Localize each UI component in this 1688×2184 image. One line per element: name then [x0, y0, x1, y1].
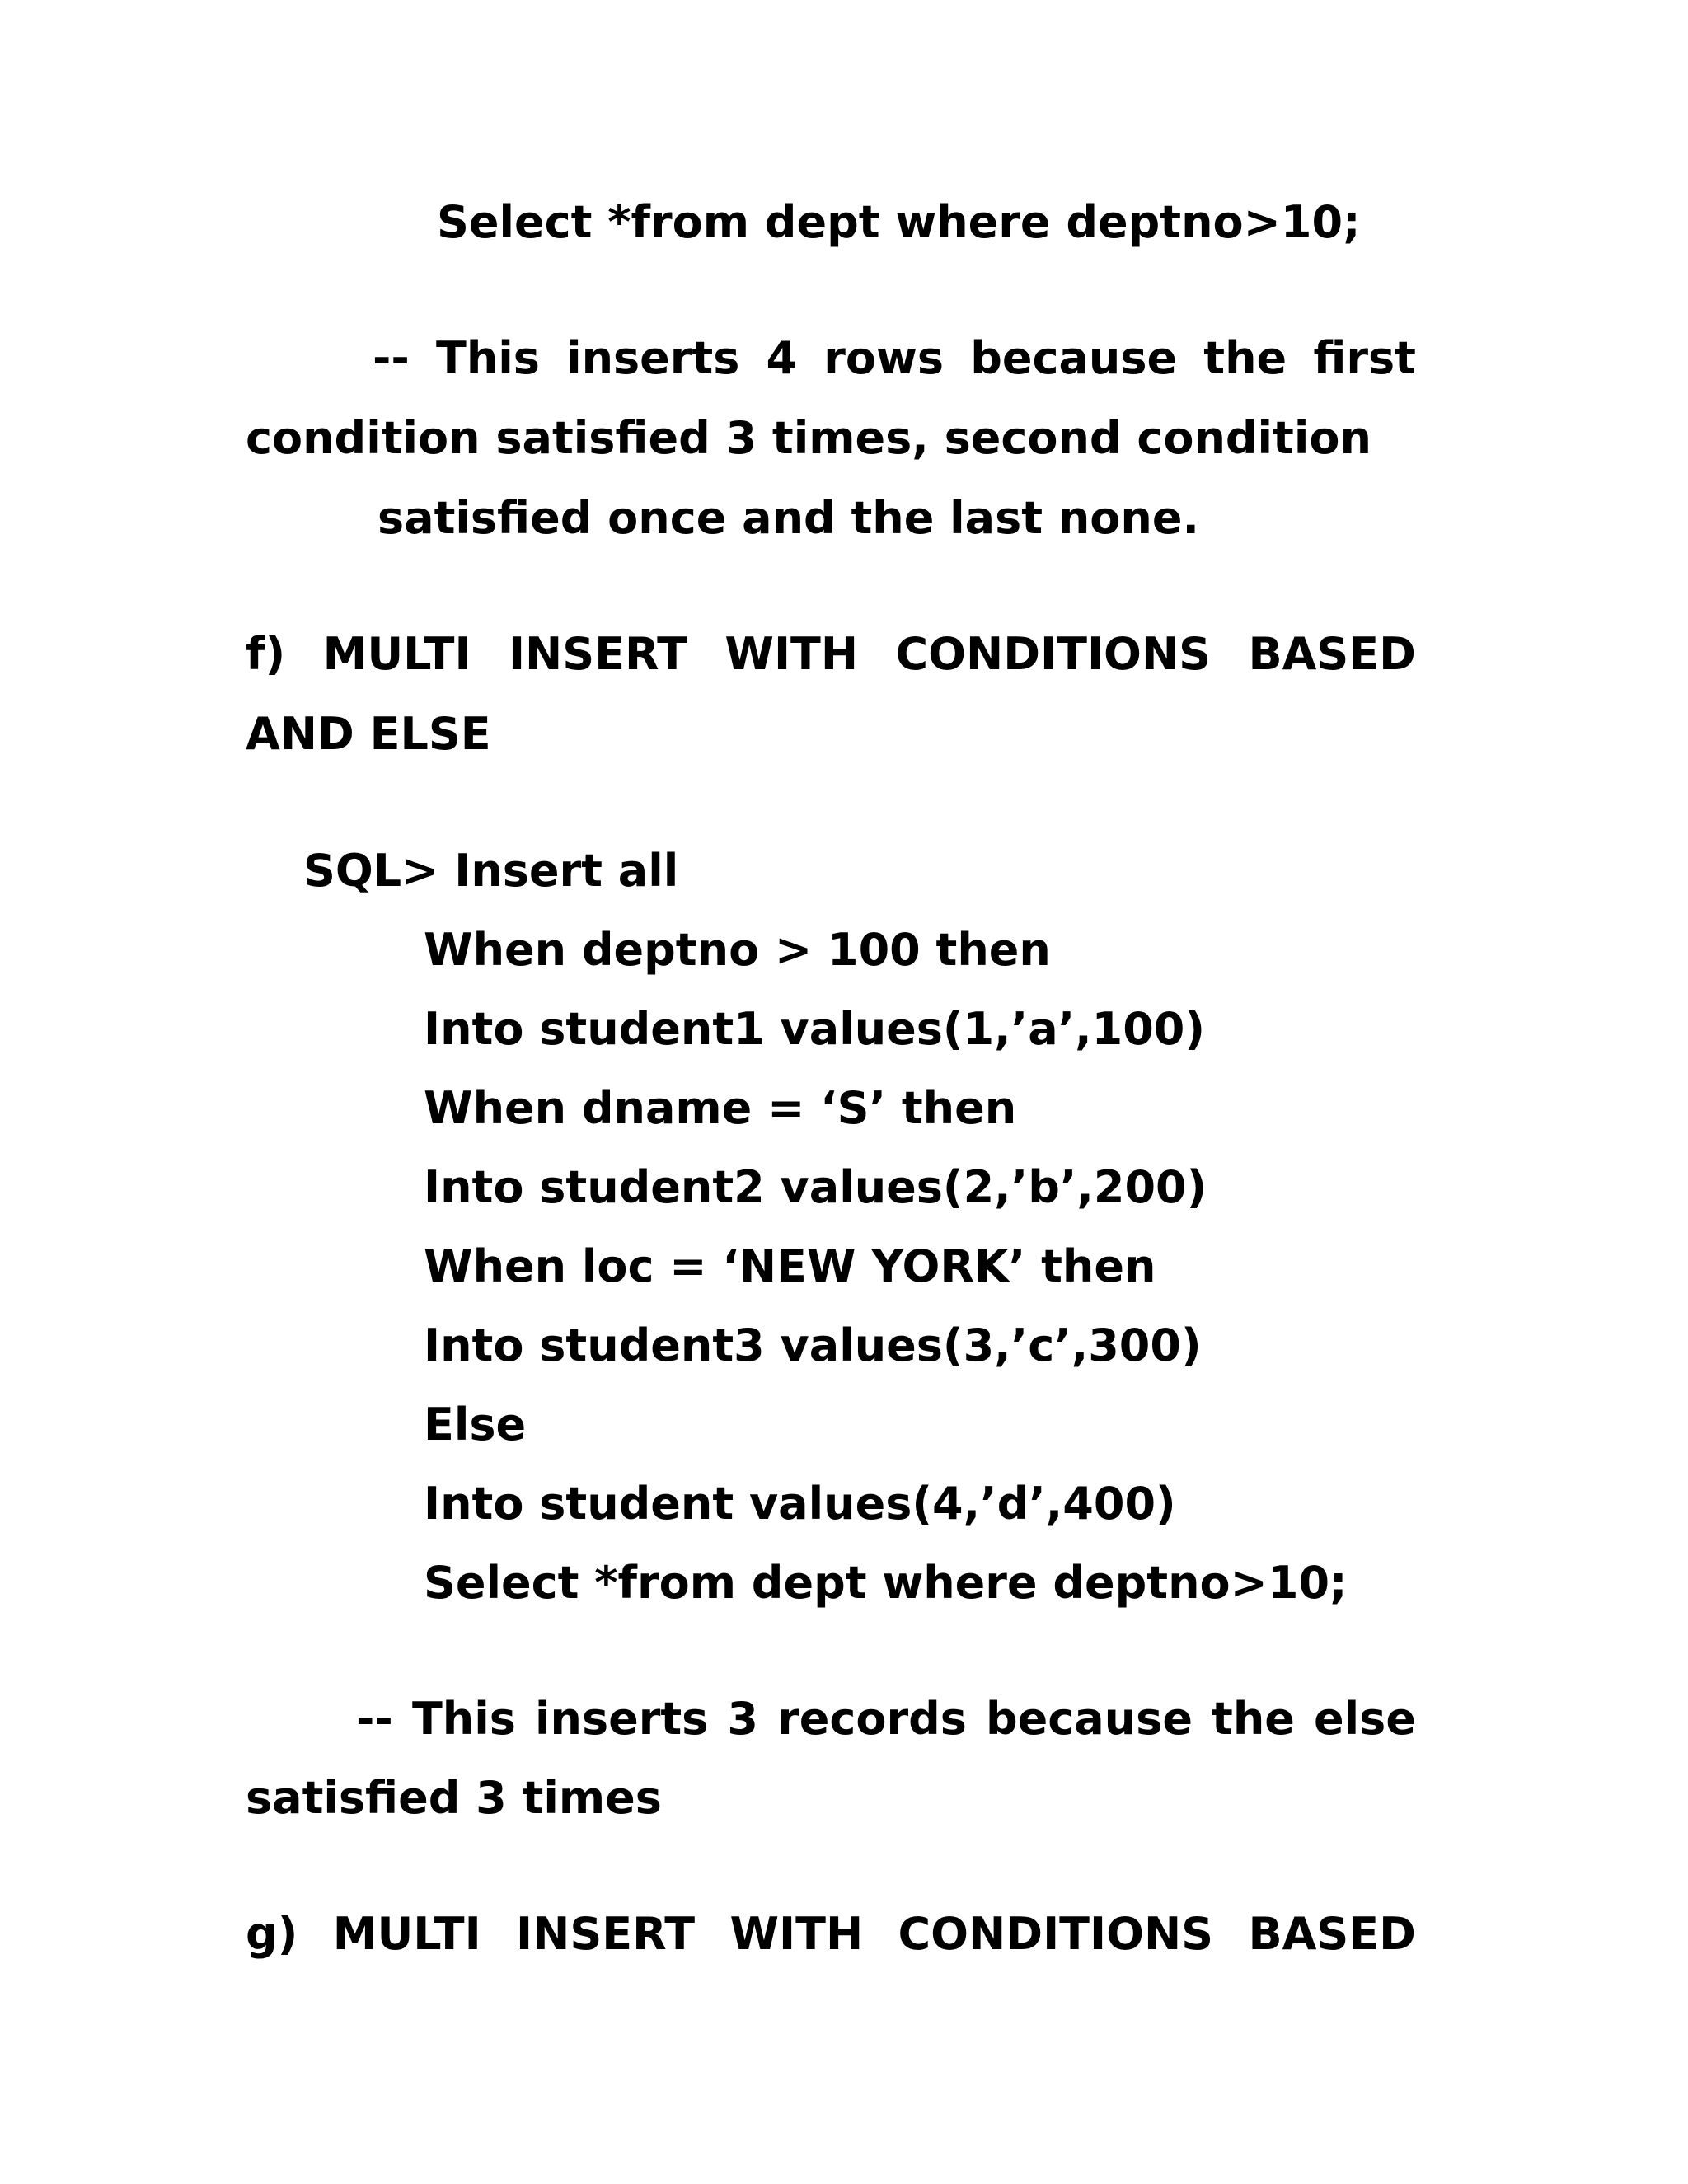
- word: first: [1313, 332, 1416, 384]
- word: WITH: [724, 628, 859, 680]
- sql-line: When deptno > 100 then: [424, 924, 1051, 976]
- word: inserts: [534, 1693, 709, 1745]
- word: CONDITIONS: [898, 1908, 1214, 1960]
- word: 4: [766, 332, 798, 384]
- heading-g-line1: [246, 1908, 1416, 1960]
- sql-line: Into student2 values(2,’b’,200): [424, 1161, 1207, 1213]
- word: --: [356, 1693, 393, 1745]
- comment2-line2: satisfied 3 times: [246, 1772, 662, 1824]
- word: WITH: [729, 1908, 864, 1960]
- word: f): [246, 628, 286, 680]
- word: inserts: [566, 332, 740, 384]
- word: g): [246, 1908, 298, 1960]
- sql-line: When dname = ‘S’ then: [424, 1082, 1017, 1134]
- word: BASED: [1248, 1908, 1416, 1960]
- comment1-line2: condition satisfied 3 times, second condition: [246, 412, 1372, 464]
- word: records: [777, 1693, 967, 1745]
- comment1-line1: [373, 332, 1416, 384]
- word: the: [1203, 332, 1287, 384]
- sql-line: Select *from dept where deptno>10;: [424, 1557, 1348, 1609]
- heading-f-line1: [246, 628, 1416, 680]
- sql-line: When loc = ‘NEW YORK’ then: [424, 1240, 1156, 1292]
- sql-line: Into student values(4,’d’,400): [424, 1478, 1176, 1530]
- word: --: [373, 332, 410, 384]
- word: INSERT: [516, 1908, 696, 1960]
- word: MULTI: [322, 628, 471, 680]
- word: else: [1314, 1693, 1416, 1745]
- word: This: [435, 332, 540, 384]
- word: MULTI: [332, 1908, 481, 1960]
- word: BASED: [1248, 628, 1416, 680]
- sql-line: Else: [424, 1399, 527, 1451]
- sql-line: Into student3 values(3,’c’,300): [424, 1319, 1202, 1371]
- comment1-line3: satisfied once and the last none.: [377, 492, 1199, 544]
- sql-prompt-line: SQL> Insert all: [303, 845, 679, 897]
- word: because: [970, 332, 1178, 384]
- word: 3: [727, 1693, 758, 1745]
- word: INSERT: [508, 628, 688, 680]
- word: rows: [823, 332, 945, 384]
- word: CONDITIONS: [895, 628, 1212, 680]
- top-query-line: Select *from dept where deptno>10;: [437, 196, 1361, 248]
- sql-line: Into student1 values(1,’a’,100): [424, 1003, 1206, 1055]
- heading-f-line2: AND ELSE: [246, 708, 491, 760]
- word: This: [411, 1693, 516, 1745]
- comment2-line1: [356, 1693, 1416, 1745]
- word: the: [1212, 1693, 1295, 1745]
- word: because: [986, 1693, 1193, 1745]
